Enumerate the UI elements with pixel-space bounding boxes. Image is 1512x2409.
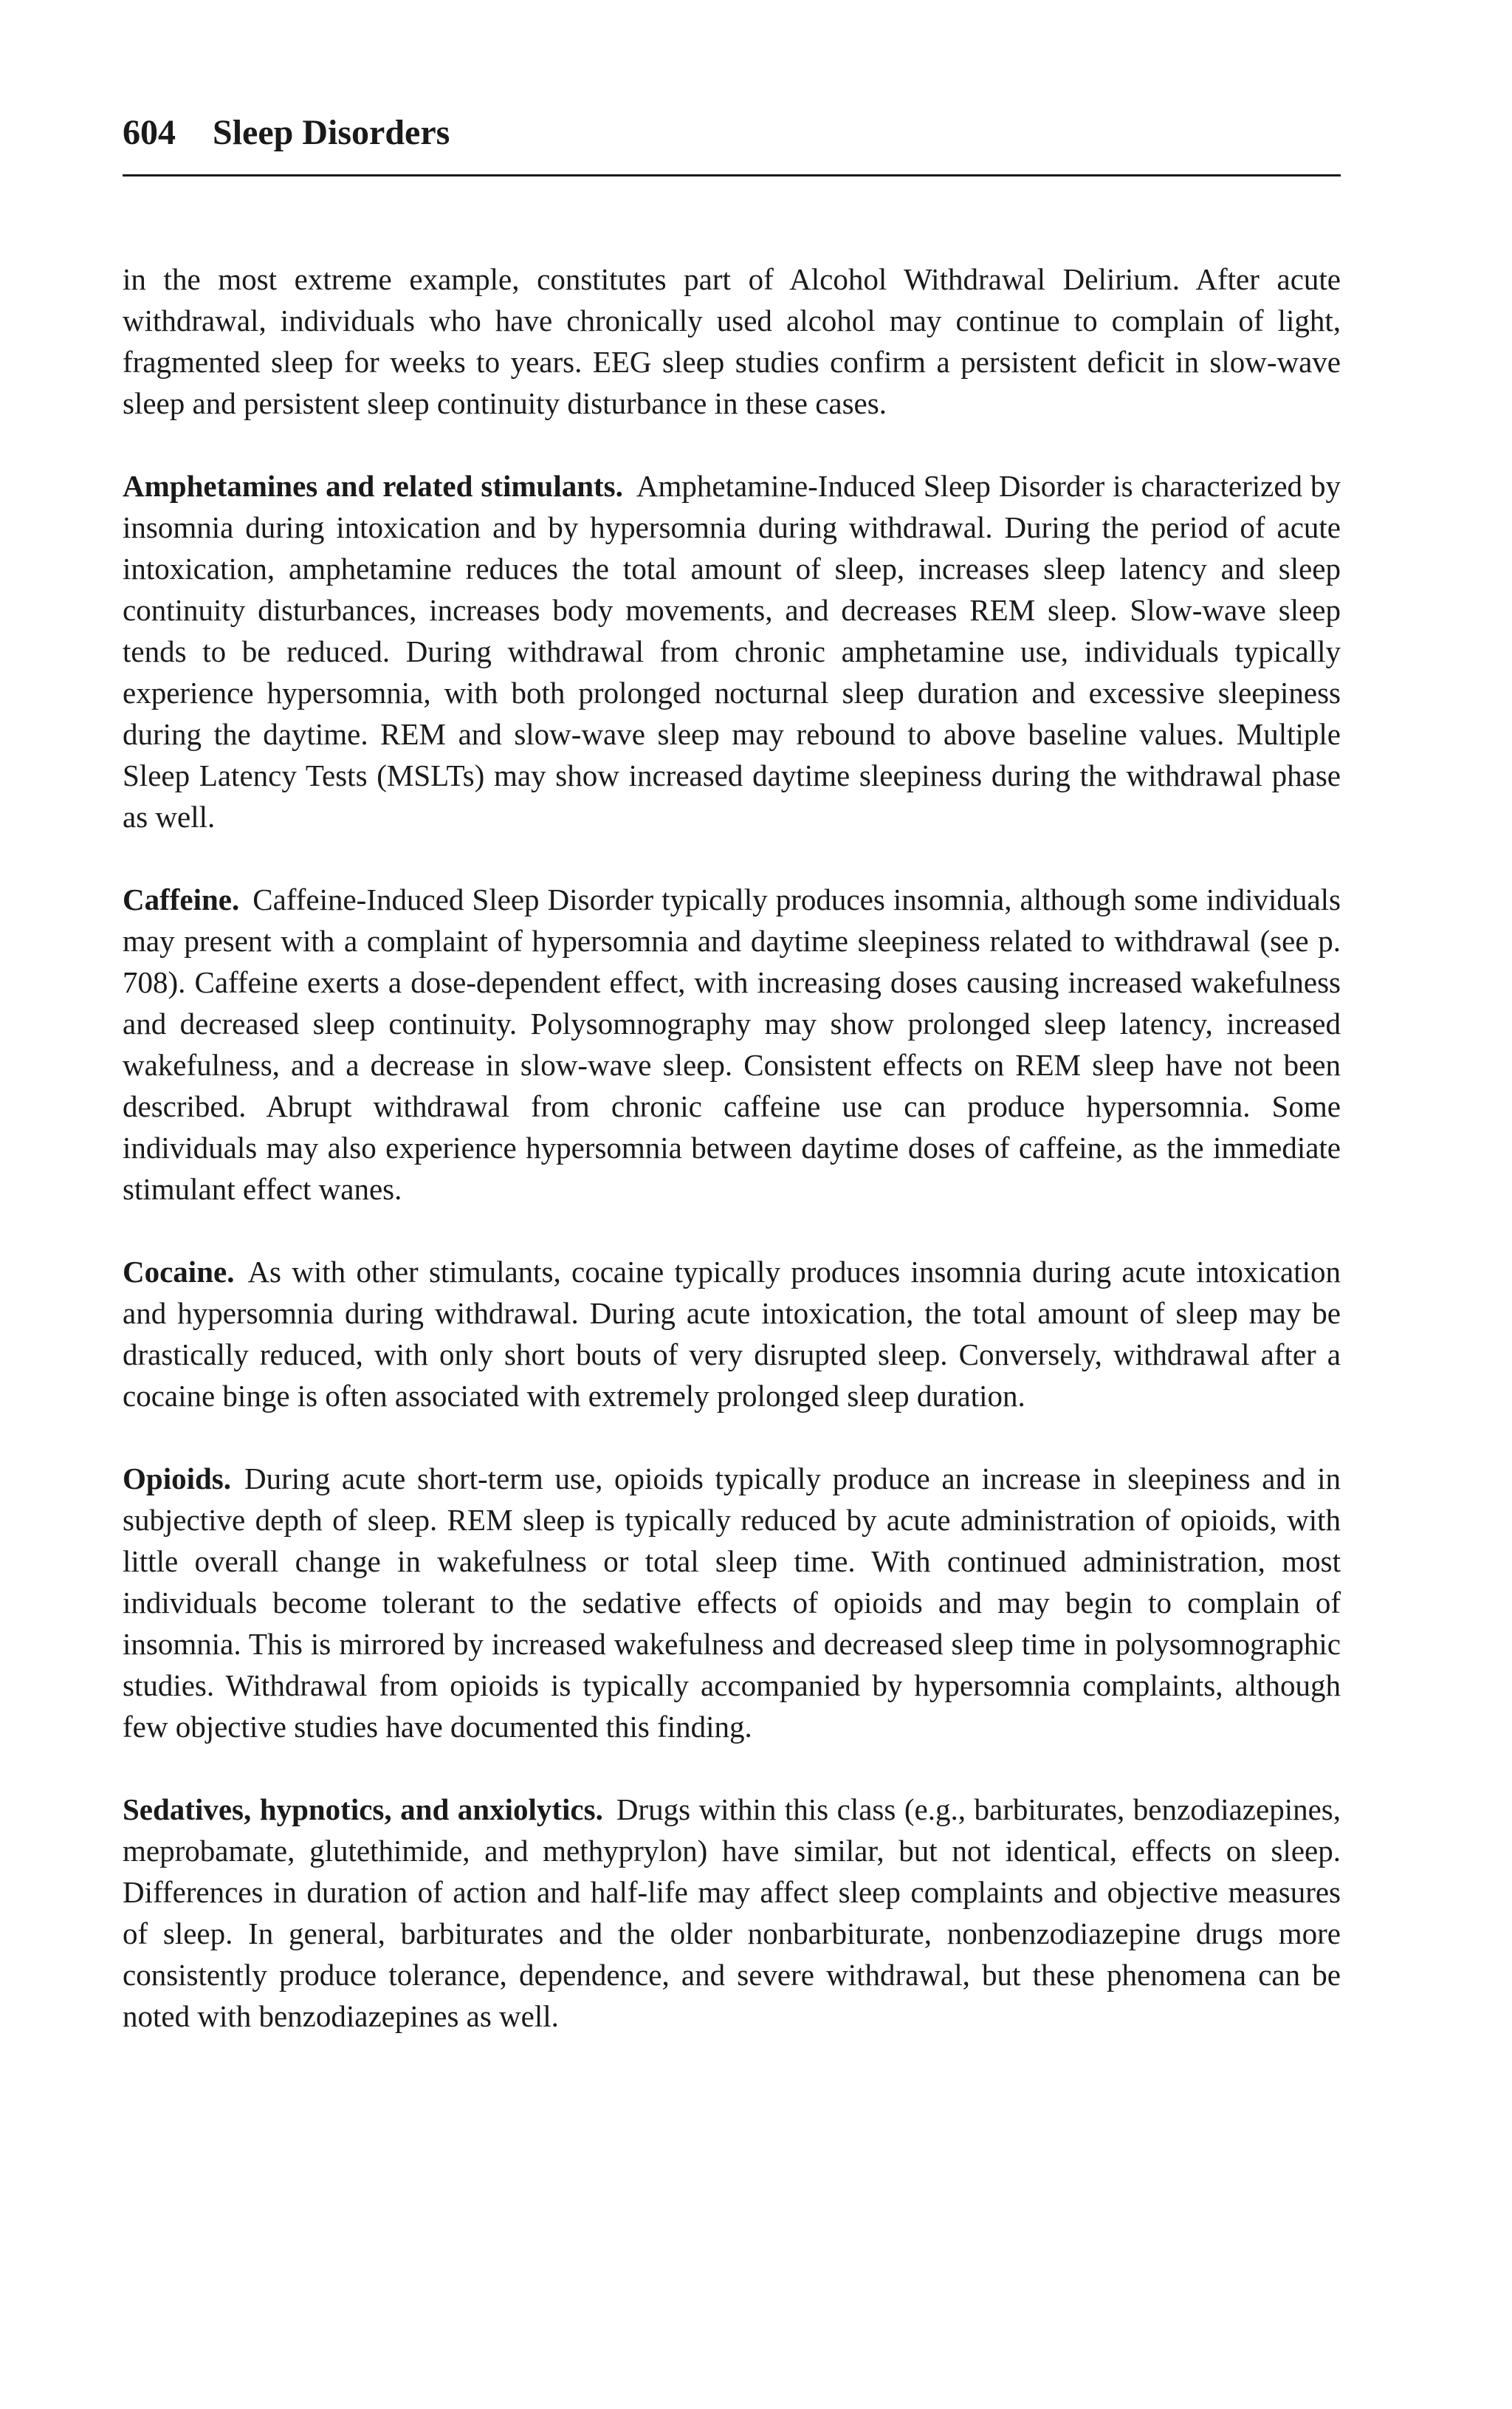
paragraph-alcohol-continued: [123, 258, 1341, 424]
section-heading-amphetamines: Amphetamines and related stimulants.: [123, 469, 623, 503]
paragraph-text: During acute short-term use, opioids typically produce an increase in sleepiness and in subjective depth of sleep. REM sleep is typically reduced by acute administration of opioids, with little overall change in wakefulness or total sleep time. With continued administration, most individuals become tolerant to the sedative effects of opioids and may begin to complain of insomnia. This is mirrored by increased wakefulness and decreased sleep time in polysomnographic studies. Withdrawal from opioids is typically accompanied by hypersomnia complaints, although few objective studies have documented this finding.: [123, 1461, 1341, 1744]
body-text: [123, 258, 1341, 2078]
paragraph-caffeine: [123, 879, 1341, 1210]
paragraph-cocaine: [123, 1251, 1341, 1416]
section-heading-opioids: Opioids.: [123, 1461, 231, 1495]
paragraph-text: in the most extreme example, constitutes part of Alcohol Withdrawal Delirium. After acute withdrawal, individuals who have chronically used alcohol may continue to complain of light, fragmented sleep for weeks to years. EEG sleep studies confirm a persistent deficit in slow-wave sleep and persistent sleep continuity disturbance in these cases.: [123, 262, 1341, 420]
header-rule: [123, 174, 1341, 177]
paragraph-amphetamines: [123, 465, 1341, 837]
paragraph-sedatives: [123, 1789, 1341, 2037]
section-heading-cocaine: Cocaine.: [123, 1255, 235, 1289]
paragraph-opioids: [123, 1458, 1341, 1747]
paragraph-text: Amphetamine-Induced Sleep Disorder is characterized by insomnia during intoxication and by hypersomnia during withdrawal. During the period of acute intoxication, amphetamine reduces the total amount of sleep, increases sleep latency and sleep continuity disturbances, increases body movements, and decreases REM sleep. Slow-wave sleep tends to be reduced. During withdrawal from chronic amphetamine use, individuals typically experience hypersomnia, with both prolonged nocturnal sleep duration and excessive sleepiness during the daytime. REM and slow-wave sleep may rebound to above baseline values. Multiple Sleep Latency Tests (MSLTs) may show increased daytime sleepiness during the withdrawal phase as well.: [123, 469, 1341, 834]
paragraph-text: Drugs within this class (e.g., barbiturates, benzodiazepines, meprobamate, glutethimide, and methyprylon) have similar, but not identical, effects on sleep. Differences in duration of action and half-life may affect sleep complaints and objective measures of sleep. In general, barbiturates and the older nonbarbiturate, nonbenzodiazepine drugs more consistently produce tolerance, dependence, and severe withdrawal, but these phenomena can be noted with benzodiazepines as well.: [123, 1792, 1341, 2033]
paragraph-text: Caffeine-Induced Sleep Disorder typically produces insomnia, although some individuals may present with a complaint of hypersomnia and daytime sleepiness related to withdrawal (see p. 708). Caffeine exerts a dose-dependent effect, with increasing doses causing increased wakefulness and decreased sleep continuity. Polysomnography may show prolonged sleep latency, increased wakefulness, and a decrease in slow-wave sleep. Consistent effects on REM sleep have not been described. Abrupt withdrawal from chronic caffeine use can produce hypersomnia. Some individuals may also experience hypersomnia between daytime doses of caffeine, as the immediate stimulant effect wanes.: [123, 883, 1341, 1206]
page-number: 604: [123, 113, 176, 152]
section-heading-sedatives: Sedatives, hypnotics, and anxiolytics.: [123, 1792, 603, 1826]
paragraph-text: As with other stimulants, cocaine typically produces insomnia during acute intoxication and hypersomnia during withdrawal. During acute intoxication, the total amount of sleep may be drastically reduced, with only short bouts of very disrupted sleep. Conversely, withdrawal after a cocaine binge is often associated with extremely prolonged sleep duration.: [123, 1255, 1341, 1413]
section-heading-caffeine: Caffeine.: [123, 883, 240, 916]
chapter-title: Sleep Disorders: [213, 113, 450, 152]
running-head: [123, 111, 1341, 155]
